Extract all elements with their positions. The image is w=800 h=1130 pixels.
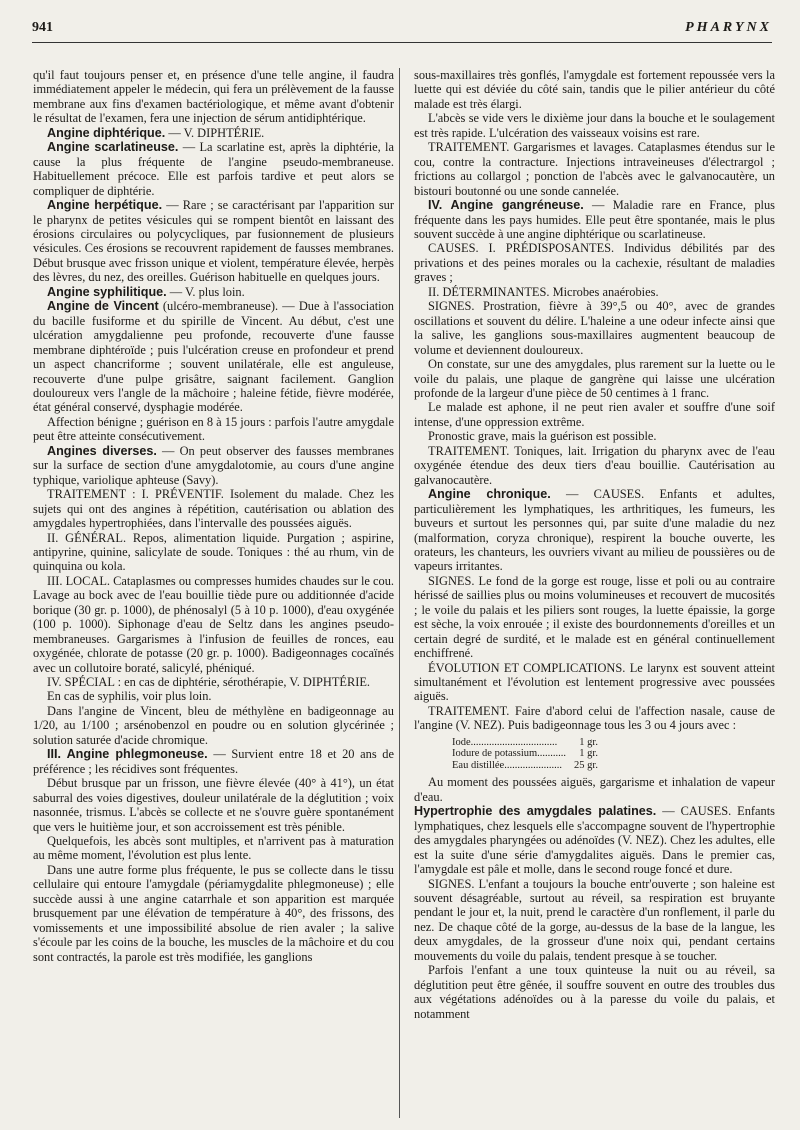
paragraph-text: — Survient entre 18 et 20 ans de préférence ; les récidives sont fréquentes. — [33, 747, 394, 776]
paragraph-text: SIGNES. Le fond de la gorge est rouge, lisse et poli ou au contraire hérissé de saillies plus ou moins volumineuses et recouvert de mucosités ; le voile du palais et les piliers sont rouges, la luette épaissie, la gorge est sèche, la voix enrouée ; il existe des bourdonnements d'oreilles et un certain degré de surdité, et le malade est en général continuellement enchiffrené. — [414, 573, 775, 661]
paragraph-text: TRAITEMENT. Gargarismes et lavages. Cataplasmes étendus sur le cou, contre la contracture. Injections intraveineuses d'électrargol ; frictions au collargol ; ponction de l'abcès avec le galvanocautère, un bistouri boutonné ou une sonde cannelée. — [414, 140, 775, 198]
paragraph — [414, 704, 775, 733]
section-heading: Angines diverses. — [47, 443, 157, 458]
leader-dots: ........... — [537, 748, 567, 760]
ingredient-amount: 25 gr. — [574, 759, 598, 771]
paragraph-text: Affection bénigne ; guérison en 8 à 15 jours : parfois l'autre amygdale peut être atteinte consécutivement. — [33, 414, 394, 444]
paragraph-text: Parfois l'enfant a une toux quinteuse la nuit ou au réveil, sa déglutition peut être gênée, il souffre souvent en outre des troubles dus aux végétations adénoïdes ou à la paresse du voile du palais, et notamment — [414, 963, 775, 1021]
paragraph — [33, 689, 394, 703]
paragraph — [414, 299, 775, 357]
ingredient-name: Eau distillée...................... — [452, 759, 562, 771]
paragraph — [414, 804, 775, 876]
paragraph — [33, 68, 394, 126]
paragraph — [33, 776, 394, 834]
paragraph — [33, 198, 394, 285]
running-title: PHARYNX — [685, 20, 772, 35]
paragraph-text: Début brusque par un frisson, une fièvre élevée (40° à 41°), un état saburral des voies digestives, douleur unilatérale de la déglutition ; voix nasonnée, trismus. L'abcès se collecte et ne s'ouvre guère spontanément que vers le huitième jour, et son accroissement est très pénible. — [33, 776, 394, 834]
section-heading: Angine scarlatineuse. — [47, 140, 179, 155]
paragraph-text: Le malade est aphone, il ne peut rien avaler et souffre d'une soif intense, d'une oppression extrême. — [414, 400, 775, 429]
paragraph — [33, 415, 394, 444]
paragraph-text: sous-maxillaires très gonflés, l'amygdale est fortement repoussée vers la luette qui est déviée du côté sain, tandis que le pilier antérieur du côté malade est très élargi. — [414, 68, 775, 111]
right-column-bottom — [414, 775, 775, 1021]
paragraph — [414, 444, 775, 487]
paragraph-text: SIGNES. Prostration, fièvre à 39°,5 ou 40°, avec de grandes oscillations et souvent du délire. L'haleine a une odeur infecte ainsi que la salive, les ganglions sous-maxillaires augmentent beaucoup de volume et deviennent douloureux. — [414, 299, 775, 357]
paragraph — [33, 747, 394, 776]
paragraph-text: Pronostic grave, mais la guérison est possible. — [428, 429, 657, 444]
paragraph — [414, 661, 775, 704]
paragraph — [414, 963, 775, 1021]
leader-dots: ................................. — [470, 736, 558, 748]
paragraph-text: IV. SPÉCIAL : en cas de diphtérie, sérothérapie, V. DIPHTÉRIE. — [47, 675, 371, 690]
ingredient-name: Iodure de potassium........... — [452, 748, 567, 760]
leader-dots: ...................... — [504, 759, 562, 771]
ingredient-name: Iode................................. — [452, 736, 558, 748]
section-heading: Angine chronique. — [428, 487, 551, 502]
section-heading: Hypertrophie des amygdales palatines. — [414, 804, 657, 819]
paragraph — [414, 775, 775, 804]
ingredient-amount: 1 gr. — [579, 748, 598, 760]
paragraph — [414, 198, 775, 241]
ingredient-amount: 1 gr. — [579, 736, 598, 748]
paragraph-text: II. DÉTERMINANTES. Microbes anaérobies. — [428, 284, 659, 299]
paragraph-text: ÉVOLUTION ET COMPLICATIONS. Le larynx est souvent atteint simultanément et l'évolution est lentement progressive avec poussées aiguës. — [414, 660, 775, 704]
paragraph — [414, 68, 775, 111]
left-column — [33, 68, 394, 964]
paragraph — [414, 400, 775, 429]
paragraph-text: qu'il faut toujours penser et, en présence d'une telle angine, il faudra immédiatement appeler le médecin, qui fera un prélèvement de la fausse membrane aux fins d'examen bactériologique, et même avant d'obtenir le résultat de l'examen, fera une injection de sérum antidiphtérique. — [33, 68, 394, 126]
paragraph — [414, 429, 775, 443]
paragraph-text: III. LOCAL. Cataplasmes ou compresses humides chaudes sur le cou. Lavage au bock avec de l'eau bouillie tiède pure ou additionnée d'acide borique (30 gr. p. 1000), de phénosalyl (5 à 10 p. 1000), d'eau oxygénée (100 p. 1000). Siphonage d'eau de Seltz dans les angines pseudo-membraneuses. Gargarismes à l'infusion de feuilles de ronces, eau oxygénée, chlorate de potasse (20 gr. p. 1000). Badigeonnages cocaïnés avec un collutoire boraté, salicylé, phéniqué. — [33, 573, 394, 675]
prescription-row — [452, 748, 598, 760]
page-number: 941 — [32, 20, 53, 35]
paragraph-text: — Rare ; se caractérisant par l'apparition sur le pharynx de petites vésicules qui se rompent bientôt en laissant des érosions circulaires ou polycycliques, par fusionnement de plusieurs vésicules. Ces érosions se recouvrent rapidement de fausses membranes. Début brusque avec frisson unique et violent, température élevée, herpès des lèvres, du nez, des oreilles. Guérison habituelle en quelques jours. — [33, 198, 394, 285]
paragraph — [33, 834, 394, 863]
paragraph — [33, 140, 394, 198]
paragraph-text: — Maladie rare en France, plus fréquente dans les pays humides. Elle peut être spontanée, mais le plus souvent succède à une angine diphtérique ou scarlatineuse. — [414, 198, 775, 241]
paragraph — [414, 111, 775, 140]
paragraph-text: SIGNES. L'enfant a toujours la bouche entr'ouverte ; son haleine est souvent désagréable, surtout au réveil, sa respiration est bruyante pendant le jour et, la nuit, prend le caractère d'un ronflement, il parle du nez. De chaque côté de la gorge, au-dessus de la base de la langue, les deux amygdales, de la grosseur d'une noix qui, pendant certains mouvements du voile du palais, tendent presque à se toucher. — [414, 876, 775, 963]
paragraph — [33, 487, 394, 530]
paragraph-text: Dans l'angine de Vincent, bleu de méthylène en badigeonnage au 1/20, au 1/100 ; arsénobenzol en poudre ou en solution glycérinée ; solution saturée d'acide chromique. — [33, 703, 394, 747]
paragraph-text: On constate, sur une des amygdales, plus rarement sur la luette ou le voile du palais, une plaque de gangrène qui laisse une ulcération profonde de la largeur d'une pièce de 50 centimes à 1 franc. — [414, 357, 775, 400]
section-heading: Angine herpétique. — [47, 198, 163, 213]
paragraph-text: TRAITEMENT. Toniques, lait. Irrigation du pharynx avec de l'eau oxygénée étendue des deux tiers d'eau bouillie. Cautérisation au galvanocautère. — [414, 443, 775, 487]
paragraph — [414, 877, 775, 964]
paragraph-text: — V. plus loin. — [166, 284, 245, 299]
paragraph-text: CAUSES. I. PRÉDISPOSANTES. Individus débilités par des privations et des peines morales ou la cachexie, résultant de maladies graves ; — [414, 241, 775, 285]
prescription-row — [452, 737, 598, 749]
paragraph — [33, 574, 394, 675]
paragraph-text: — CAUSES. Enfants lymphatiques, chez lesquels elle s'accompagne souvent de l'hypertrophie des amygdales pharyngées ou adénoïdes (V. NEZ). Chez les adultes, elle est la suite d'une série d'amygdalites aiguës. Dans le premier cas, l'amygdale est pâle et molle, dans le second rouge foncé et dure. — [414, 804, 775, 877]
paragraph-text: — CAUSES. Enfants et adultes, particulièrement les lymphatiques, les arthritiques, les fumeurs, les buveurs et surtout les personnes qui, par suite d'une maladie du nez (malformation, coryza chronique), respirent la bouche ouverte, les orateurs, les chanteurs, les ouvriers vivant au milieu de poussières ou de vapeurs irritantes. — [414, 487, 776, 574]
paragraph-text: En cas de syphilis, voir plus loin. — [47, 689, 212, 704]
paragraph — [33, 675, 394, 689]
paragraph — [33, 863, 394, 964]
paragraph — [414, 487, 775, 574]
paragraph-text: (ulcéro-membraneuse). — Due à l'association du bacille fusiforme et du spirille de Vincent. Au début, c'est une ulcération amygdalienne peu profonde, recouverte d'une fausse membrane diphtéroïde ; puis l'ulcération creuse en profondeur et prend un aspect chancriforme ; souvent unilatérale, elle est anguleuse, recouverte d'une pulpe grisâtre, saignant facilement. Ganglion douloureux vers l'angle de la mâchoire ; haleine fétide, fièvre modérée, état général conservé, dysphagie modérée. — [33, 299, 394, 415]
right-column — [414, 68, 775, 1021]
paragraph-text: TRAITEMENT : I. PRÉVENTIF. Isolement du malade. Chez les sujets qui ont des angines à répétition, cautérisation ou ablation des amygdales hypertrophiées, dans l'intervalle des poussées aiguës. — [33, 487, 394, 531]
paragraph-text: — V. DIPHTÉRIE. — [165, 125, 265, 140]
prescription-table — [452, 737, 598, 772]
paragraph-text: TRAITEMENT. Faire d'abord celui de l'affection nasale, cause de l'angine (V. NEZ). Puis badigeonnage tous les 3 ou 4 jours avec : — [414, 703, 775, 733]
paragraph — [414, 357, 775, 400]
paragraph-text: II. GÉNÉRAL. Repos, alimentation liquide. Purgation ; aspirine, antipyrine, quinine, salicylate de soude. Toniques : thé au rhum, vin de quinquina ou kola. — [33, 530, 394, 574]
paragraph — [33, 285, 394, 299]
paragraph-text: Quelquefois, les abcès sont multiples, et n'arrivent pas à maturation au même moment, l'évolution est plus lente. — [33, 834, 394, 863]
section-heading: Angine syphilitique. — [47, 284, 167, 299]
prescription-row — [452, 760, 598, 772]
paragraph-text: — La scarlatine est, après la diphtérie, la cause la plus fréquente de l'angine pseudo-membraneuse. Habituellement précoce. Elle est parfois tardive et peut alors se compliquer de diphtérie. — [33, 140, 395, 198]
paragraph-text: — On peut observer des fausses membranes sur la surface de section d'une amygdalotomie, au cours d'une angine typhique, variolique aphteuse (Savy). — [33, 443, 394, 487]
paragraph-text: L'abcès se vide vers le dixième jour dans la bouche et le soulagement est très rapide. L'ulcération des vaisseaux voisins est rare. — [414, 111, 775, 140]
paragraph-text: Dans une autre forme plus fréquente, le pus se collecte dans le tissu cellulaire qui entoure l'amygdale (périamygdalite phlegmoneuse) ; elle succède aussi à une angine catarrhale et son apparition est marquée brusquement par une élévation de température à 40°, des frissons, des vomissements et une impossibilité absolue de rien avaler ; la salive s'écoule par les coins de la bouche, les muscles de la mâchoire et du cou sont contractés, la parole est très modifiée, les ganglions — [33, 862, 394, 964]
section-heading: III. Angine phlegmoneuse. — [47, 747, 208, 762]
paragraph — [414, 285, 775, 299]
column-divider — [399, 68, 400, 1118]
section-heading: IV. Angine gangréneuse. — [428, 198, 584, 213]
paragraph — [33, 126, 394, 140]
paragraph — [33, 444, 394, 487]
paragraph — [414, 574, 775, 661]
paragraph — [414, 241, 775, 284]
section-heading: Angine diphtérique. — [47, 125, 166, 140]
paragraph — [33, 299, 394, 415]
paragraph — [33, 531, 394, 574]
right-column-top — [414, 68, 775, 733]
page-header — [32, 18, 772, 43]
paragraph-text: Au moment des poussées aiguës, gargarisme et inhalation de vapeur d'eau. — [414, 775, 775, 804]
paragraph — [414, 140, 775, 198]
paragraph — [33, 704, 394, 747]
section-heading: Angine de Vincent — [47, 299, 159, 314]
